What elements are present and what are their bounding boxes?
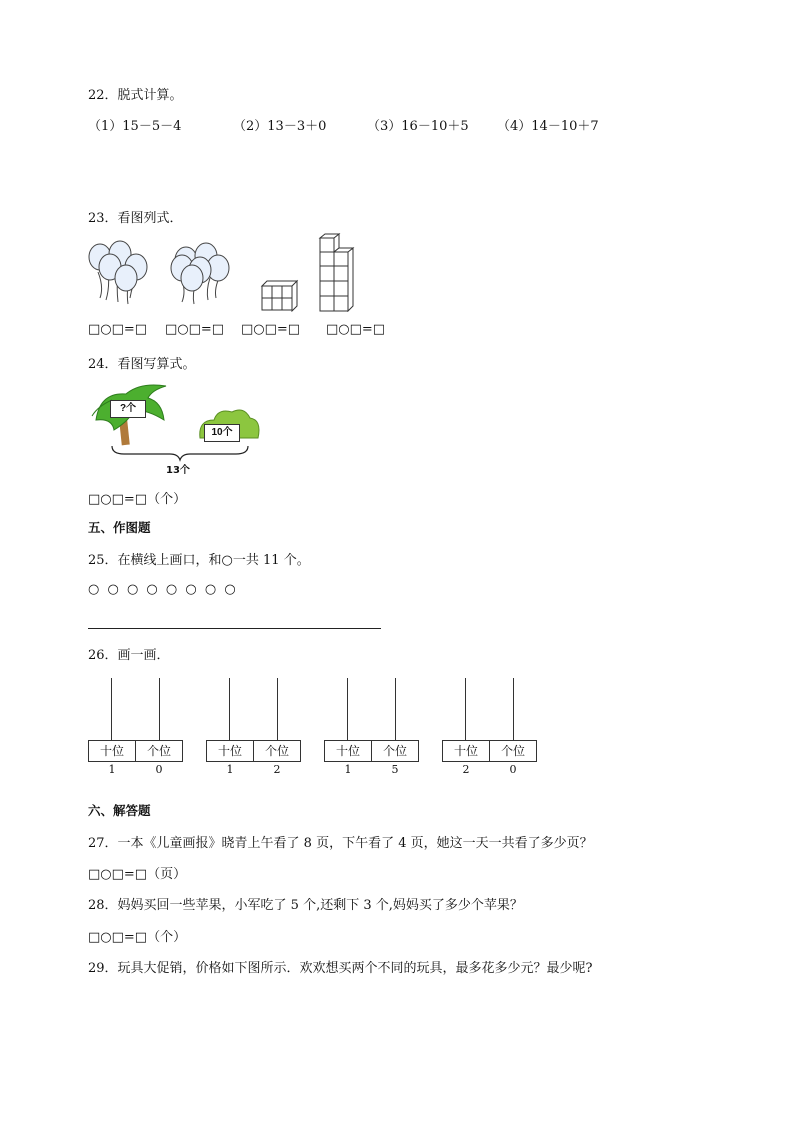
place-value-1[interactable] bbox=[88, 740, 184, 780]
tens-cell: 十位 bbox=[324, 740, 372, 762]
q24-title: 24．看图写算式。 bbox=[88, 357, 196, 372]
q25-title: 25．在横线上画口，和○一共 11 个。 bbox=[88, 553, 310, 568]
q25-answer-line[interactable] bbox=[88, 628, 381, 629]
ones-rod bbox=[159, 678, 160, 740]
ones-cell: 个位 bbox=[371, 740, 419, 762]
place-value-3[interactable] bbox=[324, 740, 420, 780]
ones-cell: 个位 bbox=[253, 740, 301, 762]
ones-digit: 0 bbox=[509, 763, 517, 776]
ones-digit: 5 bbox=[391, 763, 399, 776]
q25-circles: ○ ○ ○ ○ ○ ○ ○ ○ bbox=[88, 582, 238, 597]
q27-title: 27．一本《儿童画报》晓青上午看了 8 页，下午看了 4 页，她这一天一共看了多少页？ bbox=[88, 836, 593, 851]
q26-title: 26．画一画． bbox=[88, 648, 170, 663]
place-value-2[interactable] bbox=[206, 740, 302, 780]
q23-blank-2[interactable]: □○□=□ bbox=[165, 322, 225, 337]
balloon-group-2 bbox=[171, 243, 229, 304]
balloon-group-1 bbox=[89, 241, 147, 304]
q22-item-2: （2）13－3＋0 bbox=[233, 119, 327, 134]
ones-cell: 个位 bbox=[135, 740, 183, 762]
q22-item-3: （3）16－10＋5 bbox=[367, 119, 469, 134]
tens-rod bbox=[465, 678, 466, 740]
q28-title: 28．妈妈买回一些苹果，小军吃了 5 个,还剩下 3 个,妈妈买了多少个苹果？ bbox=[88, 898, 523, 913]
tens-rod bbox=[347, 678, 348, 740]
q27-answer[interactable]: □○□=□（页） bbox=[88, 867, 187, 882]
q28-answer[interactable]: □○□=□（个） bbox=[88, 930, 187, 945]
q24-answer[interactable]: □○□=□（个） bbox=[88, 492, 187, 507]
section6-title: 六、解答题 bbox=[88, 803, 151, 818]
tens-digit: 1 bbox=[226, 763, 234, 776]
cube-group-1 bbox=[262, 281, 297, 311]
q23-blank-3[interactable]: □○□=□ bbox=[241, 322, 301, 337]
tens-cell: 十位 bbox=[442, 740, 490, 762]
tens-digit: 1 bbox=[108, 763, 116, 776]
ones-cell: 个位 bbox=[489, 740, 537, 762]
ones-rod bbox=[513, 678, 514, 740]
section5-title: 五、作图题 bbox=[88, 520, 151, 535]
ones-rod bbox=[395, 678, 396, 740]
q24-unknown-label: ?个 bbox=[110, 400, 146, 418]
tens-digit: 2 bbox=[462, 763, 470, 776]
q23-title: 23．看图列式． bbox=[88, 211, 183, 226]
tens-cell: 十位 bbox=[206, 740, 254, 762]
ones-digit: 0 bbox=[155, 763, 163, 776]
q24-known-label: 10个 bbox=[204, 424, 240, 442]
tens-cell: 十位 bbox=[88, 740, 136, 762]
tens-rod bbox=[111, 678, 112, 740]
q22-title: 22．脱式计算。 bbox=[88, 88, 183, 103]
q22-item-1: （1）15－5－4 bbox=[88, 119, 182, 134]
q23-blank-1[interactable]: □○□=□ bbox=[88, 322, 148, 337]
q24-total-label: 13个 bbox=[166, 465, 190, 476]
q23-blank-4[interactable]: □○□=□ bbox=[326, 322, 386, 337]
place-value-4[interactable] bbox=[442, 740, 538, 780]
cube-group-2 bbox=[320, 234, 353, 311]
tens-digit: 1 bbox=[344, 763, 352, 776]
q22-item-4: （4）14－10＋7 bbox=[497, 119, 599, 134]
q29-title: 29．玩具大促销，价格如下图所示．欢欢想买两个不同的玩具，最多花多少元？最少呢? bbox=[88, 961, 593, 976]
ones-rod bbox=[277, 678, 278, 740]
ones-digit: 2 bbox=[273, 763, 281, 776]
q23-picture bbox=[86, 232, 406, 312]
tens-rod bbox=[229, 678, 230, 740]
brace bbox=[112, 446, 248, 460]
